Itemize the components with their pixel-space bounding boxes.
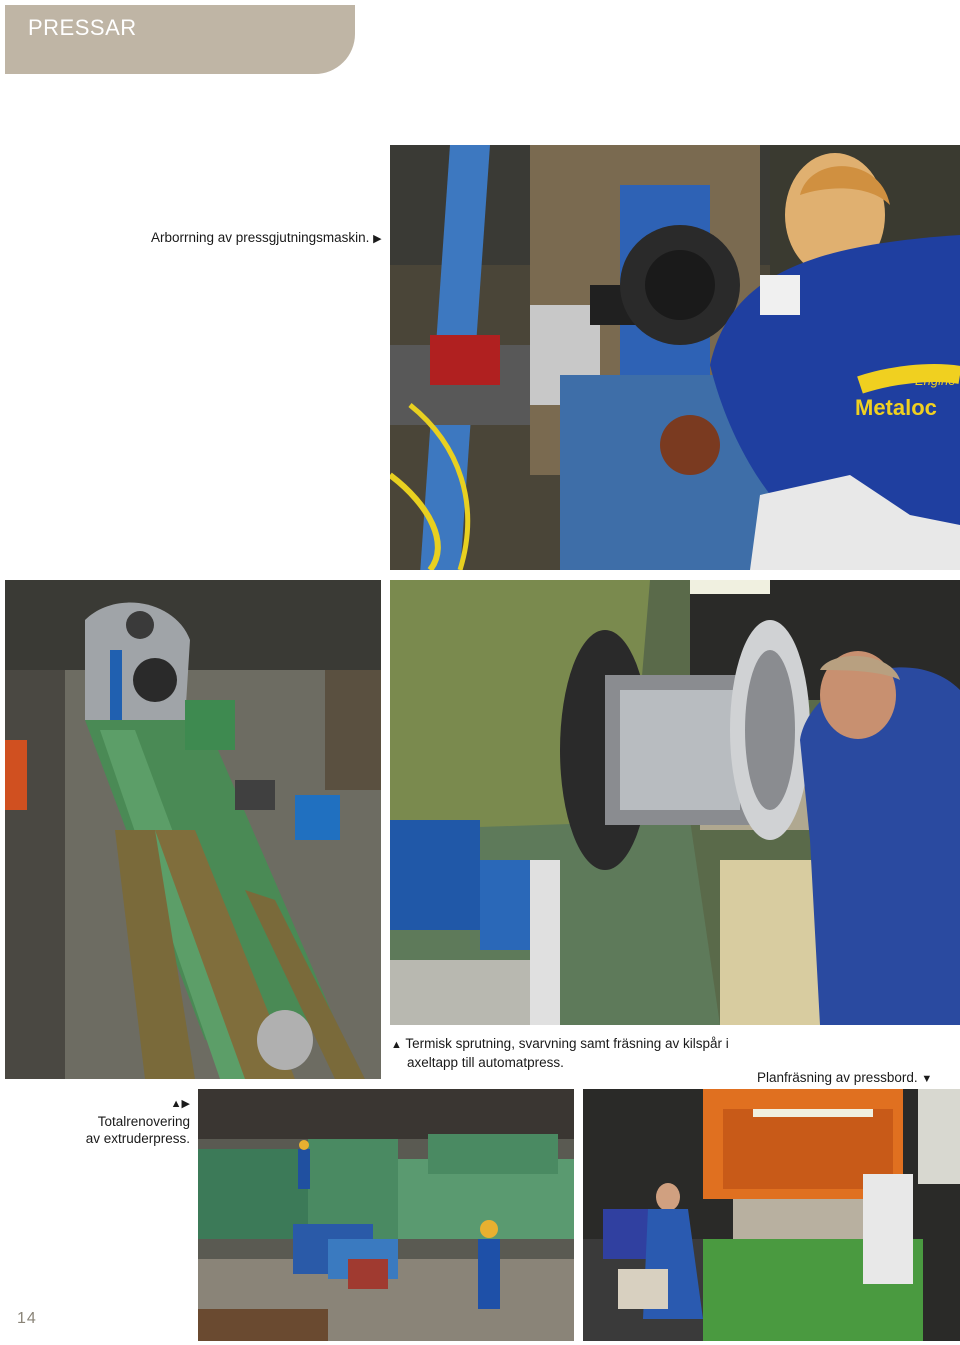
caption-extruder-line1: Totalrenovering [97,1114,190,1129]
photo-boring-machine [390,145,960,570]
jacket-logo-text: Metaloc [855,395,937,420]
arrow-right-icon: ▶ [373,233,382,245]
photo-press-table-milling [583,1089,960,1341]
caption-milling-text: Planfräsning av pressbord. [757,1070,918,1085]
photo-extruder-press-vertical [5,580,381,1079]
caption-boring-text: Arborrning av pressgjutningsmaskin. [151,230,370,245]
caption-thermal-spraying [391,1035,729,1071]
caption-spray-line1: Termisk sprutning, svarvning samt fräsning av kilspår i [405,1036,729,1051]
caption-extruder [60,1096,190,1147]
caption-milling [757,1069,932,1088]
arrow-down-icon: ▼ [921,1073,933,1085]
page-number: 14 [17,1310,37,1327]
caption-boring [151,229,382,248]
section-header-tab [5,5,355,74]
arrow-up-icon: ▲ [391,1039,402,1051]
caption-spray-line2: axeltapp till automatpress. [407,1055,564,1070]
jacket-logo-subtext: Engine [915,373,956,388]
caption-extruder-line2: av extruderpress. [85,1131,190,1146]
photo-extruder-press-horizontal [198,1089,574,1341]
section-title: PRESSAR [28,15,137,40]
arrow-up-right-icon: ▲▶ [170,1098,190,1110]
photo-thermal-spraying [390,580,960,1025]
